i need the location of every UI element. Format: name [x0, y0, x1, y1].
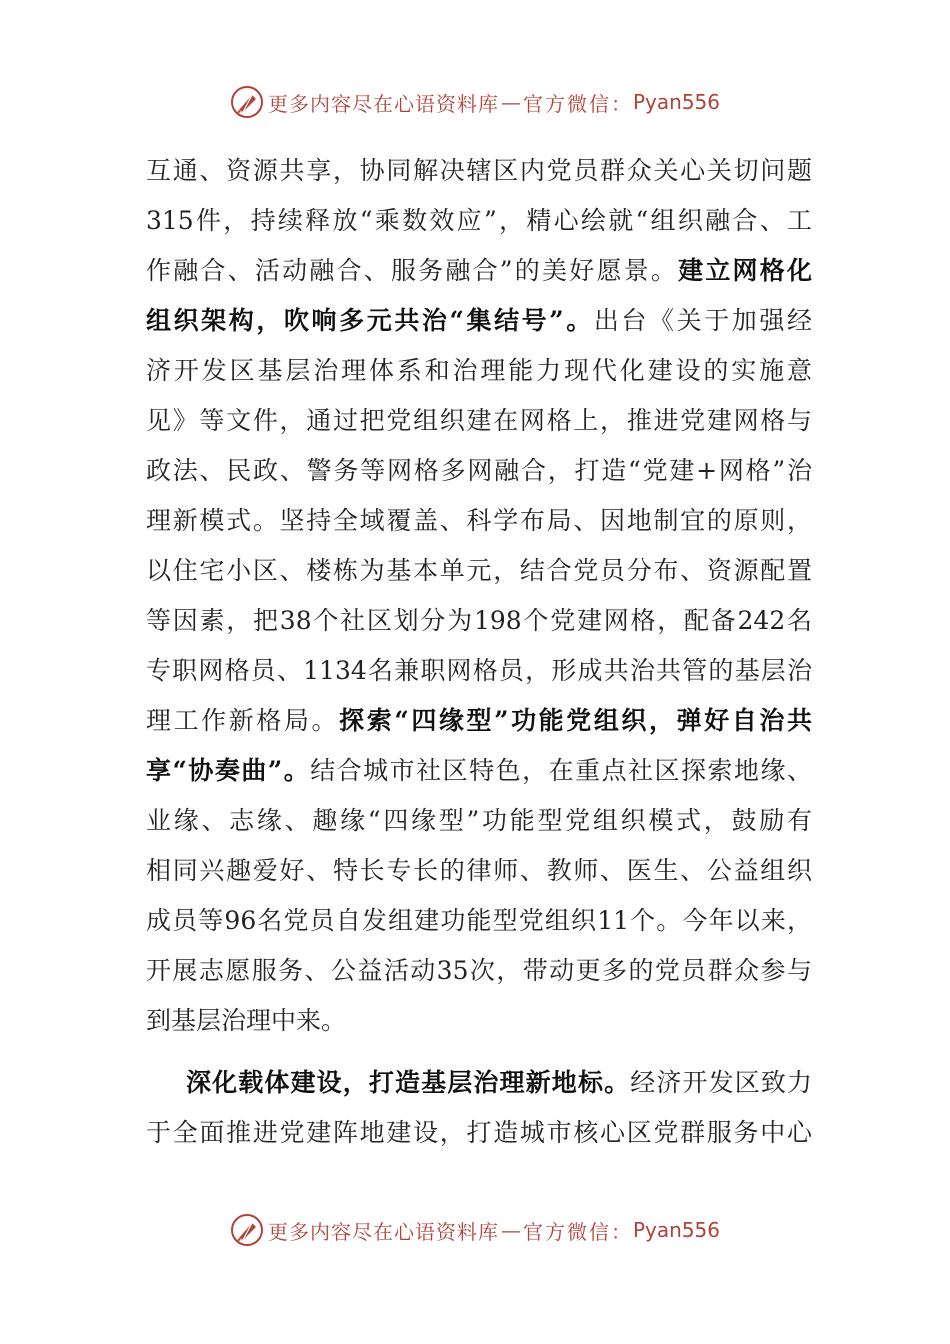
text-line: 等因素，把38个社区划分为198个党建网格，配备242名 — [146, 606, 812, 635]
text-line — [146, 296, 812, 346]
banner-dash: — — [500, 90, 521, 114]
text-line — [146, 1058, 812, 1108]
footer-banner — [0, 1210, 950, 1250]
bold-heading-run: 享“协奏曲”。 — [146, 756, 311, 785]
text-line — [146, 696, 812, 746]
text-run: 理工作新格局。 — [146, 706, 340, 735]
text-line — [146, 746, 812, 796]
banner-wechat-id: Pyan556 — [632, 90, 720, 114]
banner-site-text: 更多内容尽在心语资料库 — [267, 1219, 499, 1244]
text-line: 成员等96名党员自发组建功能型党组织11个。今年以来， — [146, 906, 812, 935]
text-run: 经济开发区致力 — [630, 1068, 812, 1097]
header-banner — [0, 82, 950, 122]
text-line: 互通、资源共享，协同解决辖区内党员群众关心关切问题 — [146, 156, 812, 185]
text-run: 结合城市社区特色，在重点社区探索地缘、 — [310, 756, 812, 785]
pen-nib-logo-icon — [230, 1213, 264, 1247]
text-line: 政法、民政、警务等网格多网融合，打造“党建+网格”治 — [146, 456, 812, 485]
text-line: 专职网格员、1134名兼职网格员，形成共治共管的基层治 — [146, 656, 812, 685]
text-line: 见》等文件，通过把党组织建在网格上，推进党建网格与 — [146, 406, 812, 435]
text-line — [146, 246, 812, 296]
text-line: 以住宅小区、楼栋为基本单元，结合党员分布、资源配置 — [146, 556, 812, 585]
paragraph-gap — [146, 1046, 812, 1058]
text-line: 到基层治理中来。 — [146, 1006, 347, 1035]
pen-nib-logo-icon — [230, 85, 264, 119]
text-run: 出台《关于加强经 — [593, 306, 812, 335]
text-line: 于全面推进党建阵地建设，打造城市核心区党群服务中心 — [146, 1118, 812, 1147]
text-line: 相同兴趣爱好、特长专长的律师、教师、医生、公益组织 — [146, 856, 812, 885]
banner-dash: — — [500, 1218, 521, 1242]
bold-heading-run: 建立网格化 — [678, 256, 812, 285]
bold-heading-run: 组织架构，吹响多元共治“集结号”。 — [146, 306, 594, 335]
text-line: 315件，持续释放“乘数效应”，精心绘就“组织融合、工 — [146, 206, 812, 235]
banner-wechat-label: 官方微信： — [522, 91, 633, 116]
text-line: 业缘、志缘、趣缘“四缘型”功能型党组织模式，鼓励有 — [146, 806, 812, 835]
text-line: 济开发区基层治理体系和治理能力现代化建设的实施意 — [146, 356, 812, 385]
banner-wechat-label: 官方微信： — [522, 1219, 633, 1244]
bold-heading-run: 深化载体建设，打造基层治理新地标。 — [186, 1068, 631, 1097]
text-line: 开展志愿服务、公益活动35次，带动更多的党员群众参与 — [146, 956, 812, 985]
text-run: 作融合、活动融合、服务融合”的美好愿景。 — [146, 256, 679, 285]
document-body — [146, 146, 812, 1158]
banner-wechat-id: Pyan556 — [632, 1218, 720, 1242]
bold-heading-run: 探索“四缘型”功能党组织，弹好自治共 — [339, 706, 812, 735]
text-line: 理新模式。坚持全域覆盖、科学布局、因地制宜的原则， — [146, 506, 812, 535]
banner-site-text: 更多内容尽在心语资料库 — [267, 91, 499, 116]
